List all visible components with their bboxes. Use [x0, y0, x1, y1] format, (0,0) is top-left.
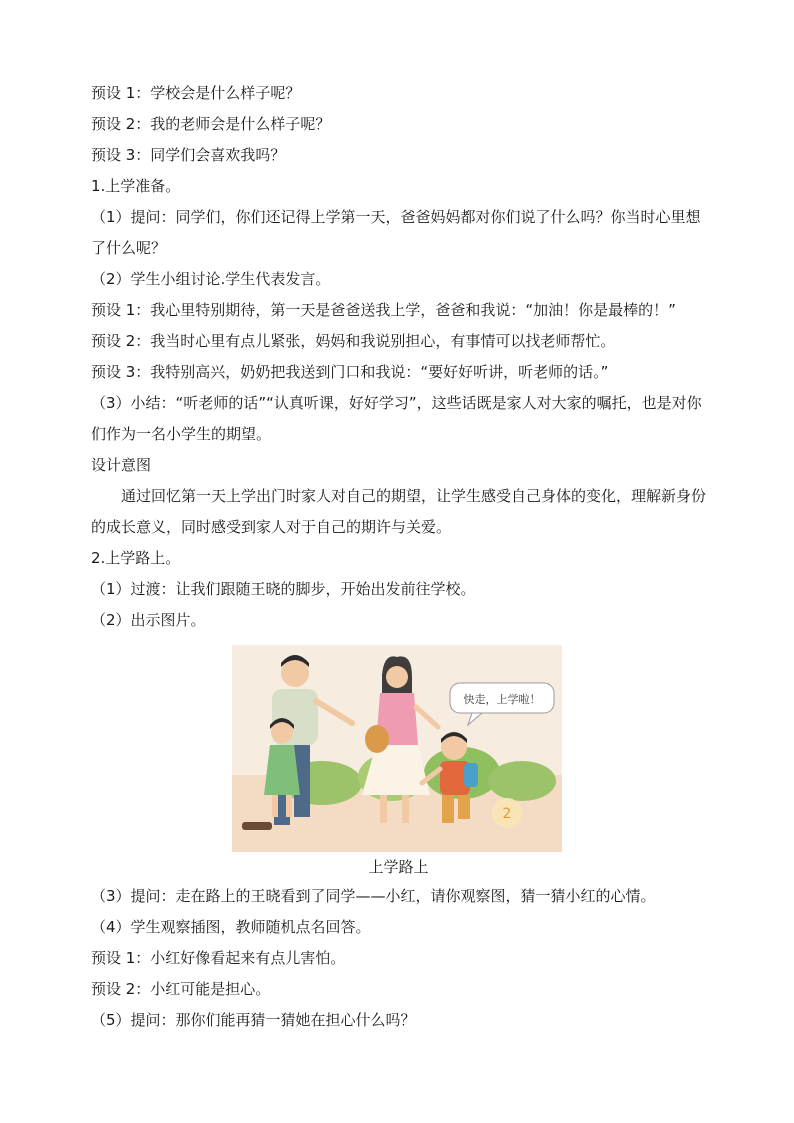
section-heading: 1.上学准备。: [91, 177, 181, 195]
summary-paragraph: （3）小结：“听老师的话”“认真听课，好好学习”，这些话既是家人对大家的嘱托，也是对你们作为一名小学生的期望。: [91, 394, 702, 443]
text-line: （1）过渡：让我们跟随王晓的脚步，开始出发前往学校。: [91, 580, 476, 598]
text-line: （2）出示图片。: [91, 611, 206, 629]
illustration: [232, 645, 562, 852]
text-line: 预设 1：小红好像看起来有点儿害怕。: [91, 949, 346, 967]
design-title: 设计意图: [91, 456, 152, 474]
section-heading: 2.上学路上。: [91, 549, 181, 567]
text-line: （3）提问：走在路上的王晓看到了同学——小红，请你观察图，猜一猜小红的心情。: [91, 887, 656, 905]
text-line: （4）学生观察插图，教师随机点名回答。: [91, 918, 371, 936]
question-paragraph: （1）提问：同学们，你们还记得上学第一天，爸爸妈妈都对你们说了什么吗？你当时心里想了什么呢？: [91, 208, 701, 257]
document-body: [91, 78, 706, 1036]
badge-number: 2: [502, 806, 512, 822]
text-line: 预设 3：我特别高兴，奶奶把我送到门口和我说：“要好好听讲，听老师的话。”: [91, 363, 609, 381]
answer-paragraph: 预设 1：我心里特别期待，第一天是爸爸送我上学，爸爸和我说：“加油！你是最棒的！”: [91, 301, 676, 319]
text-line: 预设 2：我的老师会是什么样子呢？: [91, 115, 331, 133]
design-body: 通过回忆第一天上学出门时家人对自己的期望，让学生感受自己身体的变化，理解新身份的成长意义，同时感受到家人对于自己的期许与关爱。: [91, 487, 707, 536]
figure-caption: 上学路上: [368, 858, 429, 876]
text-line: 预设 1：学校会是什么样子呢？: [91, 84, 301, 102]
text-line: 预设 2：我当时心里有点儿紧张，妈妈和我说别担心，有事情可以找老师帮忙。: [91, 332, 616, 350]
text-line: 预设 2：小红可能是担心。: [91, 980, 271, 998]
text-line: （2）学生小组讨论.学生代表发言。: [91, 270, 331, 288]
text-line: 预设 3：同学们会喜欢我吗？: [91, 146, 286, 164]
speech-bubble-text: 快走，上学啦！: [463, 693, 541, 706]
text-line: （5）提问：那你们能再猜一猜她在担心什么吗？: [91, 1011, 416, 1029]
